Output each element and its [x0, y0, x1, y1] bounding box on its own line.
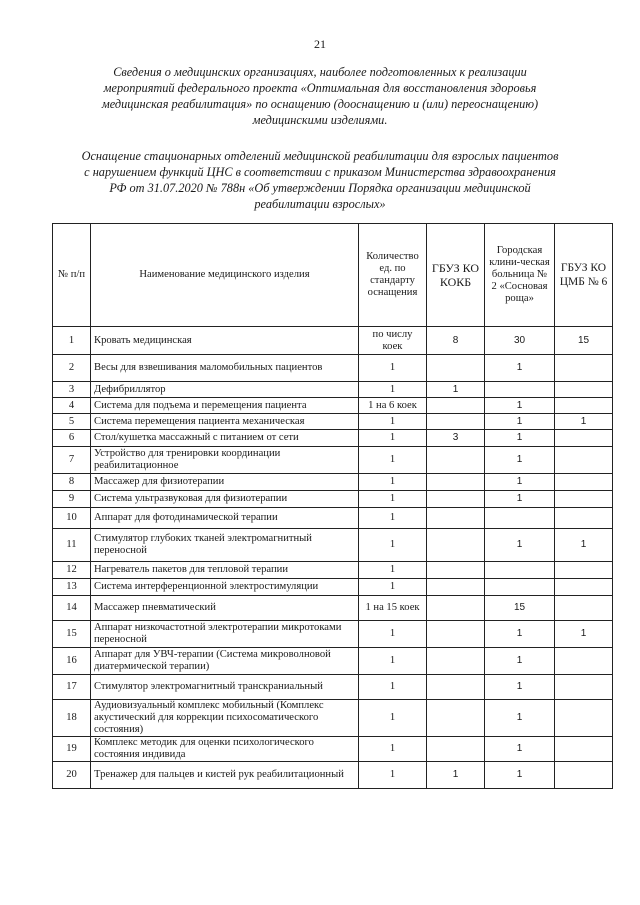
table-row [53, 562, 613, 579]
row-gkb2-value: 1 [485, 414, 555, 430]
row-kokb-value [427, 596, 485, 621]
row-quantity: 1 [359, 529, 427, 562]
equipment-table [52, 223, 613, 789]
row-name: Массажер пневматический [91, 596, 359, 621]
row-number: 6 [53, 430, 91, 447]
row-name: Система ультразвуковая для физиотерапии [91, 491, 359, 508]
table-row [53, 529, 613, 562]
row-gkb2-value: 1 [485, 529, 555, 562]
row-name: Кровать медицинская [91, 327, 359, 355]
row-quantity: 1 [359, 508, 427, 529]
row-gkb2-value: 1 [485, 737, 555, 762]
row-number: 13 [53, 579, 91, 596]
header-name: Наименование медицинского изделия [91, 224, 359, 327]
table-row [53, 508, 613, 529]
caption-line: с нарушением функций ЦНС в соответствии с приказом Министерства здравоохранения [84, 165, 556, 179]
table-row [53, 700, 613, 737]
row-number: 15 [53, 621, 91, 648]
row-number: 1 [53, 327, 91, 355]
table-row [53, 447, 613, 474]
row-gkb2-value: 1 [485, 355, 555, 382]
row-quantity: 1 [359, 491, 427, 508]
row-quantity: 1 [359, 675, 427, 700]
row-number: 8 [53, 474, 91, 491]
row-name: Аппарат низкочастотной электротерапии микротоками переносной [91, 621, 359, 648]
row-name: Аппарат для фотодинамической терапии [91, 508, 359, 529]
table-row [53, 382, 613, 398]
row-quantity: 1 [359, 762, 427, 789]
row-number: 3 [53, 382, 91, 398]
table-body [53, 327, 613, 789]
row-name: Дефибриллятор [91, 382, 359, 398]
row-cmb6-value [555, 596, 613, 621]
row-name: Устройство для тренировки координации реабилитационное [91, 447, 359, 474]
row-number: 17 [53, 675, 91, 700]
row-cmb6-value [555, 382, 613, 398]
row-name: Стимулятор глубоких тканей электромагнитный переносной [91, 529, 359, 562]
document-title [40, 64, 600, 128]
row-cmb6-value [555, 762, 613, 789]
row-gkb2-value: 1 [485, 675, 555, 700]
row-number: 19 [53, 737, 91, 762]
row-gkb2-value: 15 [485, 596, 555, 621]
row-quantity: по числу коек [359, 327, 427, 355]
row-kokb-value [427, 700, 485, 737]
row-number: 11 [53, 529, 91, 562]
row-number: 4 [53, 398, 91, 414]
row-gkb2-value: 1 [485, 398, 555, 414]
row-kokb-value [427, 398, 485, 414]
row-kokb-value [427, 737, 485, 762]
row-quantity: 1 [359, 447, 427, 474]
row-cmb6-value [555, 648, 613, 675]
row-name: Аудиовизуальный комплекс мобильный (Комплекс акустический для коррекции психосоматического состояния) [91, 700, 359, 737]
title-line: мероприятий федерального проекта «Оптимальная для восстановления здоровья [103, 81, 537, 95]
table-row [53, 579, 613, 596]
row-number: 12 [53, 562, 91, 579]
row-number: 18 [53, 700, 91, 737]
row-name: Массажер для физиотерапии [91, 474, 359, 491]
row-quantity: 1 [359, 474, 427, 491]
row-kokb-value [427, 414, 485, 430]
table-row [53, 414, 613, 430]
row-name: Аппарат для УВЧ-терапии (Система микроволновой диатермической терапии) [91, 648, 359, 675]
table-row [53, 621, 613, 648]
row-kokb-value [427, 474, 485, 491]
row-quantity: 1 [359, 648, 427, 675]
row-quantity: 1 [359, 355, 427, 382]
caption-line: Оснащение стационарных отделений медицинской реабилитации для взрослых пациентов [81, 149, 559, 163]
row-quantity: 1 [359, 414, 427, 430]
row-kokb-value: 8 [427, 327, 485, 355]
title-line: медицинскими изделиями. [252, 113, 388, 127]
row-kokb-value [427, 355, 485, 382]
row-cmb6-value [555, 491, 613, 508]
row-cmb6-value [555, 398, 613, 414]
row-quantity: 1 [359, 562, 427, 579]
header-num: № п/п [53, 224, 91, 327]
row-name: Стол/кушетка массажный с питанием от сети [91, 430, 359, 447]
header-kokb: ГБУЗ КО КОКБ [427, 224, 485, 327]
table-header-row [53, 224, 613, 327]
row-gkb2-value: 1 [485, 491, 555, 508]
table-row [53, 675, 613, 700]
row-quantity: 1 [359, 430, 427, 447]
row-kokb-value: 3 [427, 430, 485, 447]
table-row [53, 355, 613, 382]
row-quantity: 1 [359, 737, 427, 762]
row-gkb2-value [485, 382, 555, 398]
row-gkb2-value: 1 [485, 447, 555, 474]
row-number: 10 [53, 508, 91, 529]
row-number: 2 [53, 355, 91, 382]
row-cmb6-value: 1 [555, 529, 613, 562]
caption-line: РФ от 31.07.2020 № 788н «Об утверждении Порядка организации медицинской [109, 181, 531, 195]
row-name: Тренажер для пальцев и кистей рук реабилитационный [91, 762, 359, 789]
row-kokb-value [427, 491, 485, 508]
row-gkb2-value: 1 [485, 700, 555, 737]
row-cmb6-value [555, 430, 613, 447]
row-number: 7 [53, 447, 91, 474]
row-cmb6-value [555, 447, 613, 474]
table-row [53, 596, 613, 621]
row-cmb6-value: 15 [555, 327, 613, 355]
row-kokb-value [427, 447, 485, 474]
row-quantity: 1 [359, 700, 427, 737]
row-number: 5 [53, 414, 91, 430]
table-row [53, 327, 613, 355]
table-row [53, 737, 613, 762]
table-row [53, 648, 613, 675]
row-kokb-value [427, 508, 485, 529]
row-gkb2-value [485, 508, 555, 529]
row-kokb-value: 1 [427, 762, 485, 789]
row-name: Стимулятор электромагнитный транскраниальный [91, 675, 359, 700]
header-cmb6: ГБУЗ КО ЦМБ № 6 [555, 224, 613, 327]
row-gkb2-value: 1 [485, 762, 555, 789]
table-row [53, 762, 613, 789]
row-name: Весы для взвешивания маломобильных пациентов [91, 355, 359, 382]
title-line: Сведения о медицинских организациях, наиболее подготовленных к реализации [113, 65, 527, 79]
row-kokb-value [427, 579, 485, 596]
row-quantity: 1 [359, 621, 427, 648]
row-cmb6-value [555, 675, 613, 700]
row-gkb2-value [485, 579, 555, 596]
row-kokb-value [427, 562, 485, 579]
row-gkb2-value [485, 562, 555, 579]
row-cmb6-value: 1 [555, 414, 613, 430]
row-name: Система для подъема и перемещения пациента [91, 398, 359, 414]
row-number: 20 [53, 762, 91, 789]
title-line: медицинская реабилитация» по оснащению (дооснащению и (или) переоснащению) [101, 97, 539, 111]
row-quantity: 1 на 6 коек [359, 398, 427, 414]
row-quantity: 1 на 15 коек [359, 596, 427, 621]
row-cmb6-value [555, 562, 613, 579]
row-cmb6-value [555, 700, 613, 737]
row-cmb6-value: 1 [555, 621, 613, 648]
row-cmb6-value [555, 508, 613, 529]
row-name: Система интерференционной электростимуляции [91, 579, 359, 596]
row-kokb-value [427, 675, 485, 700]
row-gkb2-value: 30 [485, 327, 555, 355]
row-gkb2-value: 1 [485, 648, 555, 675]
table-row [53, 491, 613, 508]
table-row [53, 474, 613, 491]
table-row [53, 398, 613, 414]
header-gkb2: Городская клини-ческая больница № 2 «Сосновая роща» [485, 224, 555, 327]
row-kokb-value [427, 529, 485, 562]
row-kokb-value [427, 648, 485, 675]
row-gkb2-value: 1 [485, 621, 555, 648]
row-gkb2-value: 1 [485, 474, 555, 491]
row-number: 9 [53, 491, 91, 508]
row-name: Нагреватель пакетов для тепловой терапии [91, 562, 359, 579]
page-number: 21 [314, 37, 326, 51]
header-qty: Количество ед. по стандарту оснащения [359, 224, 427, 327]
row-cmb6-value [555, 737, 613, 762]
row-gkb2-value: 1 [485, 430, 555, 447]
row-kokb-value: 1 [427, 382, 485, 398]
row-name: Система перемещения пациента механическая [91, 414, 359, 430]
row-kokb-value [427, 621, 485, 648]
row-quantity: 1 [359, 579, 427, 596]
row-cmb6-value [555, 579, 613, 596]
table-caption [40, 148, 600, 212]
row-name: Комплекс методик для оценки психологического состояния индивида [91, 737, 359, 762]
row-number: 16 [53, 648, 91, 675]
row-cmb6-value [555, 474, 613, 491]
row-cmb6-value [555, 355, 613, 382]
row-number: 14 [53, 596, 91, 621]
caption-line: реабилитации взрослых» [254, 197, 386, 211]
table-row [53, 430, 613, 447]
row-quantity: 1 [359, 382, 427, 398]
